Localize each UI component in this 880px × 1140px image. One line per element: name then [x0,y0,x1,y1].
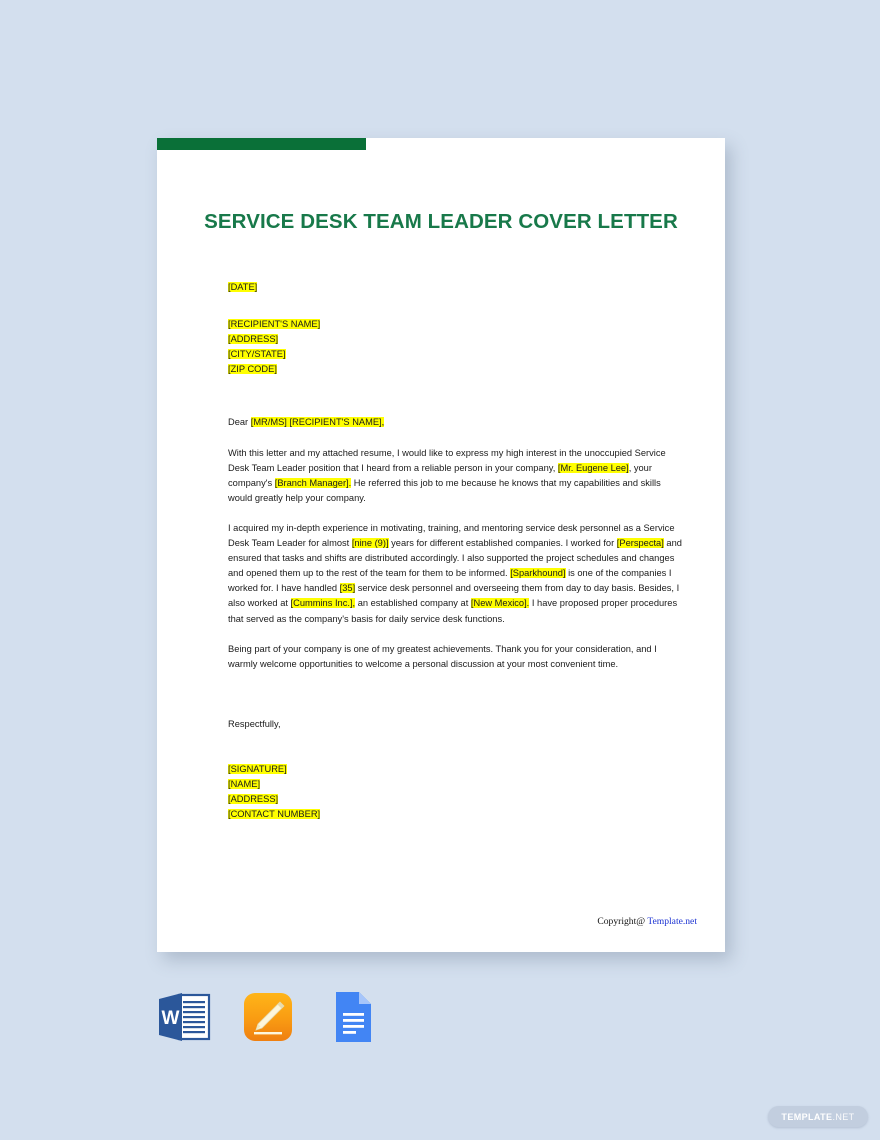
template-net-link[interactable]: Template.net [647,916,697,927]
p1-part-2: , your company's [228,462,652,488]
p2-highlight-headcount: [35] [339,583,356,594]
recipient-city-state: [CITY/STATE] [228,349,286,360]
salutation-line [228,415,683,430]
p2-highlight-company-3: [Cummins Inc.], [290,598,356,609]
closing-line: Respectfully, [228,718,281,729]
p2-part-6: an established company at [355,598,471,609]
date-line [228,280,683,295]
signature-block [228,762,683,822]
copyright-prefix: Copyright@ [597,916,648,927]
p2-highlight-years: [nine (9)] [351,538,389,549]
header-accent-bar [157,138,366,150]
p1-highlight-referrer-name: [Mr. Eugene Lee] [557,462,629,473]
paragraph-1 [228,446,683,506]
p2-highlight-location: [New Mexico]. [470,598,530,609]
document-preview[interactable] [157,138,725,952]
recipient-name: [RECIPIENT'S NAME] [228,319,321,330]
p2-highlight-company-1: [Perspecta] [616,538,664,549]
sender-contact-number: [CONTACT NUMBER] [228,809,321,820]
watermark-light-text: .NET [832,1111,855,1122]
copyright-line [597,916,697,927]
p1-part-3: He referred this job to me because he knows that my capabilities and skills would greatly help your company. [228,477,661,503]
p2-highlight-company-2: [Sparkhound] [510,568,566,579]
sender-address: [ADDRESS] [228,794,279,805]
microsoft-word-icon[interactable] [155,988,213,1046]
sender-name: [NAME] [228,778,261,789]
salutation-prefix: Dear [228,417,251,428]
p2-part-7: I have proposed proper procedures that served as the company's basis for daily service desk functions. [228,598,678,624]
template-net-watermark [768,1106,868,1127]
file-format-icons [155,988,381,1046]
recipient-zip-code: [ZIP CODE] [228,364,277,375]
p2-part-1: I acquired my in-depth experience in motivating, training, and mentoring service desk personnel as a Service Desk Team Leader for almost [228,522,675,549]
letter-body [228,280,683,822]
signature-placeholder: [SIGNATURE] [228,763,287,774]
svg-text:W: W [161,1008,180,1029]
salutation-placeholder: [MR/MS] [RECIPIENT'S NAME], [250,417,385,428]
date-placeholder: [DATE] [228,282,258,292]
p2-part-5: service desk personnel and overseeing them from day to day basis. Besides, I also worked at [228,583,680,609]
recipient-address: [ADDRESS] [228,334,279,345]
page-title: SERVICE DESK TEAM LEADER COVER LETTER [204,210,678,233]
p2-part-2: years for different established companies. I worked for [388,538,617,549]
watermark-bold-text: TEMPLATE [781,1111,833,1122]
paragraph-3: Being part of your company is one of my greatest achievements. Thank you for your consideration, and I warmly welcome opportunities to welcome a personal discussion at your most convenient time. [228,643,657,669]
p1-part-1: With this letter and my attached resume, I would like to express my high interest in the unoccupied Service Desk Team Leader position that I heard from a reliable person in your company, [228,447,666,473]
recipient-address-block [228,317,683,377]
paragraph-2 [228,521,683,627]
document-sheet [157,138,725,952]
p2-part-4: is one of the companies I worked for. I have handled [228,568,672,594]
p1-highlight-referrer-role: [Branch Manager]. [274,477,352,488]
p2-part-3: and ensured that tasks and shifts are distributed accordingly. I also supported the project schedules and changes and opened them up to the rest of the team for them to be informed. [228,538,682,579]
google-docs-icon[interactable] [323,988,381,1046]
apple-pages-icon[interactable] [239,988,297,1046]
